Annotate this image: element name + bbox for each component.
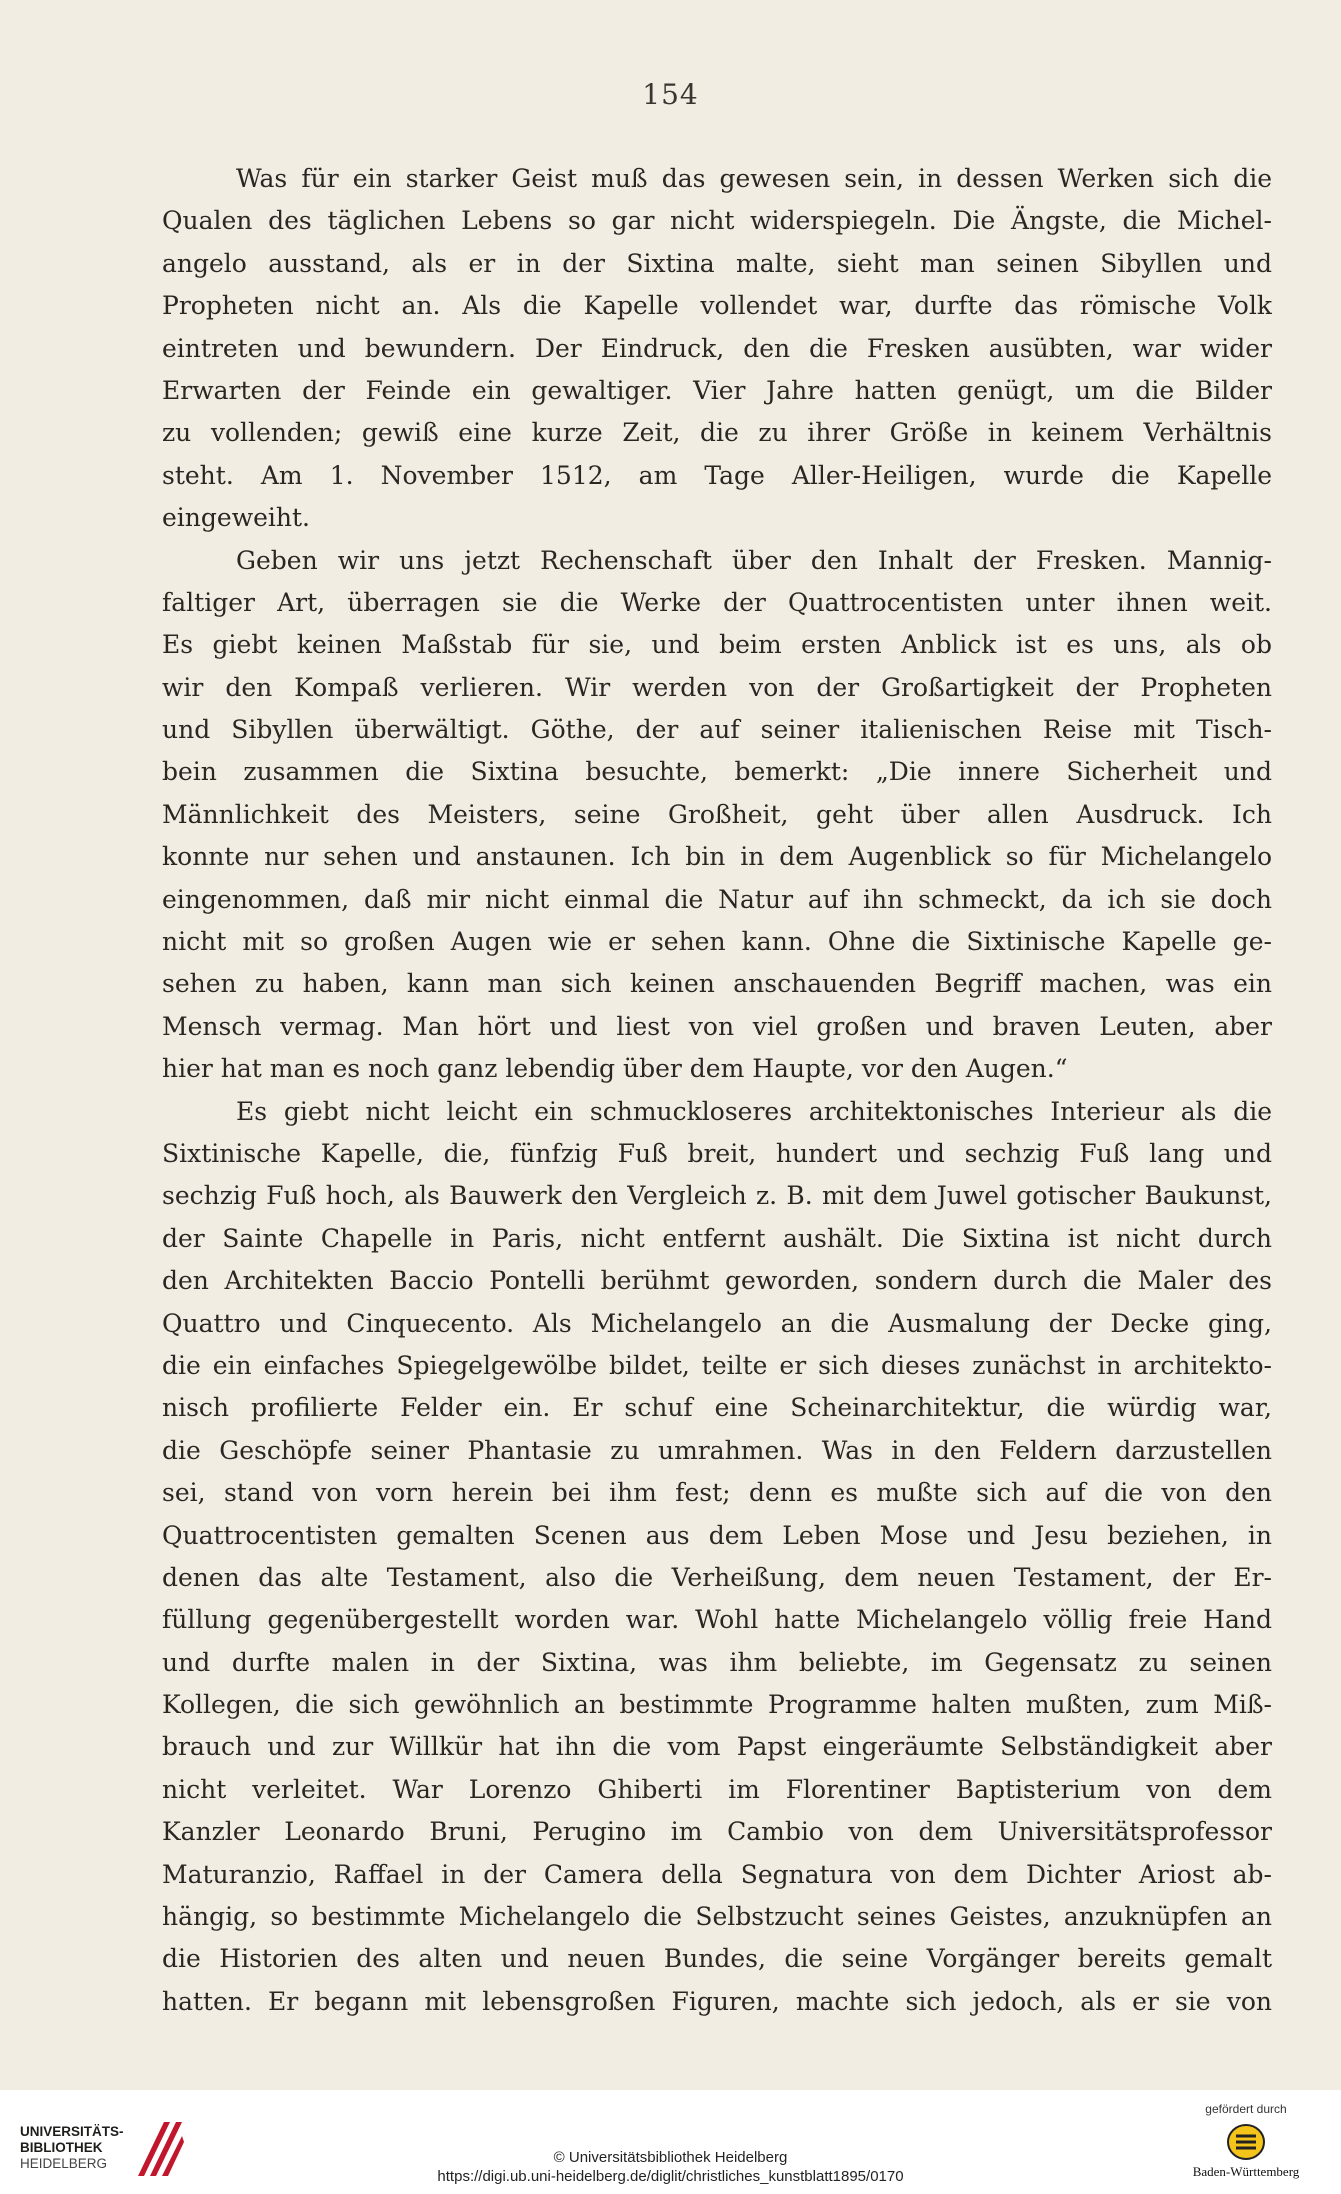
library-name-line2: BIBLIOTHEK	[20, 2140, 103, 2155]
text-line: die Historien des alten und neuen Bundes, die seine Vorgänger bereits gemalt	[162, 1944, 1272, 1974]
text-line: eintreten und bewundern. Der Eindruck, den die Fresken ausübten, war wider	[162, 333, 1272, 363]
text-line: sehen zu haben, kann man sich keinen anschauenden Begriff machen, was ein	[162, 969, 1272, 999]
sponsor-name: Baden-Württemberg	[1192, 2164, 1300, 2179]
text-line: Kanzler Leonardo Bruni, Perugino im Cambio von dem Universitätsprofessor	[162, 1817, 1272, 1847]
state-crest-icon	[1226, 2122, 1266, 2162]
text-line: sechzig Fuß hoch, als Bauwerk den Vergleich z. B. mit dem Juwel gotischer Baukunst,	[162, 1181, 1272, 1211]
sponsor-block	[1171, 2102, 1321, 2180]
text-line: Maturanzio, Raffael in der Camera della Segnatura von dem Dichter Ariost ab-	[162, 1859, 1272, 1889]
page-number: 154	[642, 78, 699, 111]
sponsor-label: gefördert durch	[1205, 2102, 1287, 2116]
text-line: steht. Am 1. November 1512, am Tage Aller-Heiligen, wurde die Kapelle	[162, 460, 1272, 490]
text-line: brauch und zur Willkür hat ihn die vom Papst eingeräumte Selbständigkeit aber	[162, 1732, 1272, 1762]
text-line: und durfte malen in der Sixtina, was ihm beliebte, im Gegensatz zu seinen	[162, 1647, 1272, 1677]
text-line: Quattro und Cinquecento. Als Michelangelo an die Ausmalung der Decke ging,	[162, 1308, 1272, 1338]
text-line: den Architekten Baccio Pontelli berühmt geworden, sondern durch die Maler des	[162, 1266, 1272, 1296]
text-line: füllung gegenübergestellt worden war. Wohl hatte Michelangelo völlig freie Hand	[162, 1605, 1272, 1635]
text-line: Mensch vermag. Man hört und liest von viel großen und braven Leuten, aber	[162, 1011, 1272, 1041]
text-line: die Geschöpfe seiner Phantasie zu umrahmen. Was in den Feldern darzustellen	[162, 1435, 1272, 1465]
text-line: hängig, so bestimmte Michelangelo die Selbstzucht seines Geistes, anzuknüpfen an	[162, 1902, 1272, 1932]
text-line: nicht mit so großen Augen wie er sehen kann. Ohne die Sixtinische Kapelle ge-	[162, 927, 1272, 957]
body-text	[162, 158, 1272, 2023]
text-line: sei, stand von vorn herein bei ihm fest; denn es mußte sich auf die von den	[162, 1478, 1272, 1508]
text-line: Erwarten der Feinde ein gewaltiger. Vier Jahre hatten genügt, um die Bilder	[162, 375, 1272, 405]
text-line: Quattrocentisten gemalten Scenen aus dem Leben Mose und Jesu beziehen, in	[162, 1520, 1272, 1550]
text-line: wir den Kompaß verlieren. Wir werden von der Großartigkeit der Propheten	[162, 672, 1272, 702]
library-name-line3: HEIDELBERG	[20, 2156, 108, 2171]
text-line: Qualen des täglichen Lebens so gar nicht widerspiegeln. Die Ängste, die Michel-	[162, 206, 1272, 236]
text-line: hatten. Er begann mit lebensgroßen Figuren, machte sich jedoch, als er sie von	[162, 1986, 1272, 2016]
text-line: Männlichkeit des Meisters, seine Großheit, geht über allen Ausdruck. Ich	[162, 799, 1272, 829]
copyright-notice	[0, 2148, 1341, 2186]
text-line: denen das alte Testament, also die Verheißung, dem neuen Testament, der Er-	[162, 1562, 1272, 1592]
text-line: Es giebt keinen Maßstab für sie, und beim ersten Anblick ist es uns, als ob	[162, 630, 1272, 660]
text-line: Kollegen, die sich gewöhnlich an bestimmte Programme halten mußten, zum Miß-	[162, 1690, 1272, 1720]
text-line: Sixtinische Kapelle, die, fünfzig Fuß breit, hundert und sechzig Fuß lang und	[162, 1138, 1272, 1168]
text-line: eingenommen, daß mir nicht einmal die Natur auf ihn schmeckt, da ich sie doch	[162, 884, 1272, 914]
text-line: Propheten nicht an. Als die Kapelle vollendet war, durfte das römische Volk	[162, 291, 1272, 321]
text-line: zu vollenden; gewiß eine kurze Zeit, die zu ihrer Größe in keinem Verhältnis	[162, 418, 1272, 448]
text-line: konnte nur sehen und anstaunen. Ich bin in dem Augenblick so für Michelangelo	[162, 842, 1272, 872]
text-line: nicht verleitet. War Lorenzo Ghiberti im Florentiner Baptisterium von dem	[162, 1774, 1272, 1804]
text-line: faltiger Art, überragen sie die Werke der Quattrocentisten unter ihnen weit.	[162, 587, 1272, 617]
text-line: Es giebt nicht leicht ein schmuckloseres architektonisches Interieur als die	[236, 1096, 1272, 1126]
text-line: hier hat man es noch ganz lebendig über dem Haupte, vor den Augen.“	[162, 1054, 1068, 1084]
text-line: Geben wir uns jetzt Rechenschaft über den Inhalt der Fresken. Mannig-	[236, 545, 1272, 575]
text-line: angelo ausstand, als er in der Sixtina malte, sieht man seinen Sibyllen und	[162, 248, 1272, 278]
text-line: nisch profilierte Felder ein. Er schuf eine Scheinarchitektur, die würdig war,	[162, 1393, 1272, 1423]
text-line: bein zusammen die Sixtina besuchte, bemerkt: „Die innere Sicherheit und	[162, 757, 1272, 787]
permalink-url[interactable]: https://digi.ub.uni-heidelberg.de/diglit/christliches_kunstblatt1895/0170	[437, 2168, 904, 2185]
text-line: der Sainte Chapelle in Paris, nicht entfernt aushält. Die Sixtina ist nicht durch	[162, 1223, 1272, 1253]
library-name-line1: UNIVERSITÄTS-	[20, 2124, 124, 2139]
text-line: die ein einfaches Spiegelgewölbe bildet, teilte er sich dieses zunächst in architekto-	[162, 1350, 1272, 1380]
text-line: und Sibyllen überwältigt. Göthe, der auf seiner italienischen Reise mit Tisch-	[162, 715, 1272, 745]
text-line: Was für ein starker Geist muß das gewesen sein, in dessen Werken sich die	[236, 164, 1272, 193]
footer	[0, 2090, 1341, 2194]
text-line: eingeweiht.	[162, 503, 310, 533]
copyright-text: © Universitätsbibliothek Heidelberg	[553, 2149, 788, 2166]
